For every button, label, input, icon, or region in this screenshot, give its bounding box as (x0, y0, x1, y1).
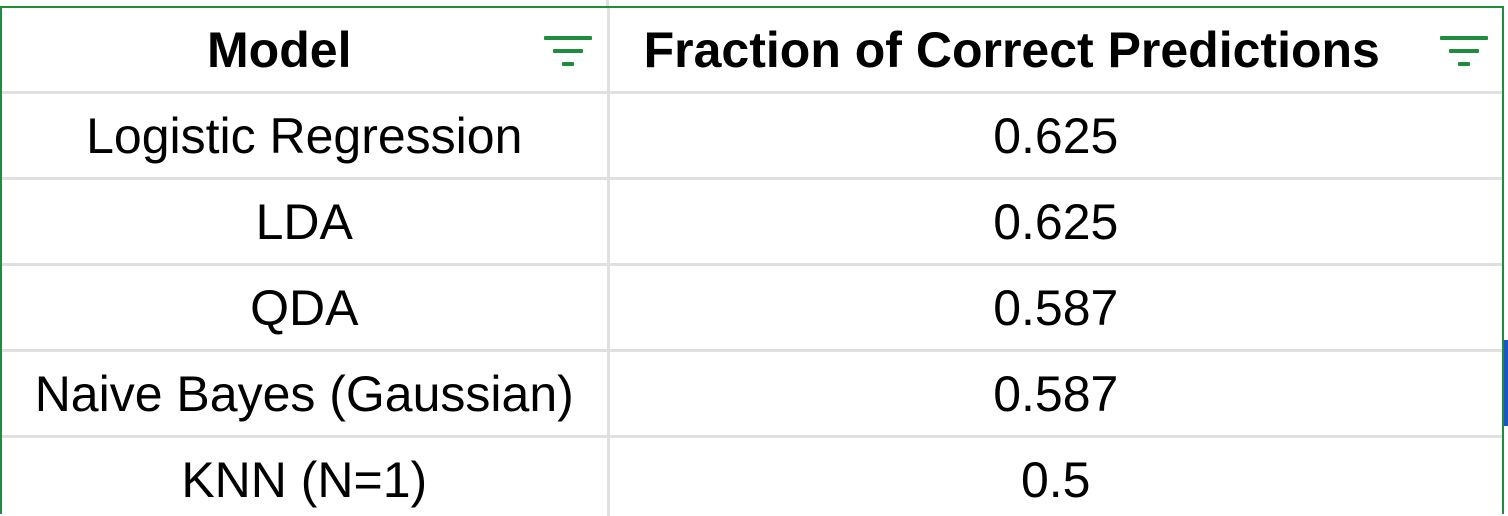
cell-model[interactable]: LDA (2, 179, 608, 265)
cell-model[interactable]: QDA (2, 265, 608, 351)
header-cell-fraction[interactable] (608, 8, 1502, 93)
selection-edge (1504, 340, 1508, 426)
cell-fraction[interactable]: 0.587 (608, 265, 1502, 351)
table-row (2, 179, 1502, 265)
cell-model[interactable]: KNN (N=1) (2, 437, 608, 516)
cell-fraction[interactable]: 0.587 (608, 351, 1502, 437)
table-row (2, 93, 1502, 179)
table-row (2, 265, 1502, 351)
cell-model[interactable]: Logistic Regression (2, 93, 608, 179)
cell-fraction[interactable]: 0.625 (608, 93, 1502, 179)
filter-icon[interactable] (1440, 36, 1488, 66)
cell-fraction[interactable]: 0.625 (608, 179, 1502, 265)
header-cell-model[interactable] (2, 8, 608, 93)
results-table (2, 8, 1502, 516)
filtered-table (0, 6, 1504, 514)
table-row (2, 351, 1502, 437)
header-row (2, 8, 1502, 93)
cell-model[interactable]: Naive Bayes (Gaussian) (2, 351, 608, 437)
filter-icon[interactable] (544, 36, 592, 66)
header-model-label: Model (207, 21, 352, 78)
header-fraction-label: Fraction of Correct Predictions (643, 21, 1380, 78)
table-row (2, 437, 1502, 516)
cell-fraction[interactable]: 0.5 (1020, 451, 1091, 508)
